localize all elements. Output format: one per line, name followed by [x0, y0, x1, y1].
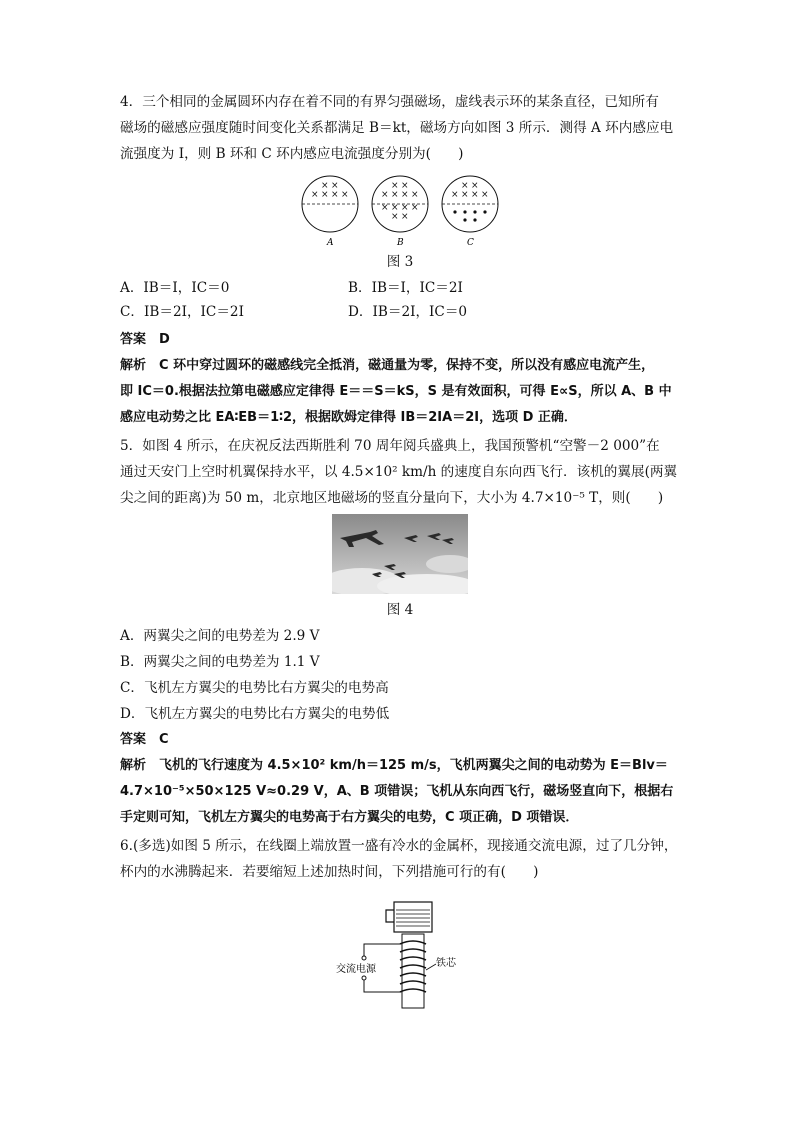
ring-c-label: C — [467, 238, 474, 248]
svg-text:×: × — [321, 181, 329, 191]
svg-text:×: × — [451, 190, 459, 200]
q5-option-b: B．两翼尖之间的电势差为 1.1 V — [120, 654, 320, 670]
q5-stem-line-3: 尖之间的距离)为 50 m，北京地区地磁场的竖直分量向下，大小为 4.7×10⁻⁵ T，则( ) — [120, 490, 664, 506]
figure-4-aircraft-photo — [332, 514, 468, 594]
q5-option-d: D．飞机左方翼尖的电势比右方翼尖的电势低 — [120, 706, 390, 722]
q4-stem-line-1: 4．三个相同的金属圆环内存在着不同的有界匀强磁场，虚线表示环的某条直径，已知所有 — [120, 94, 659, 110]
svg-text:×: × — [321, 190, 329, 200]
svg-text:×: × — [471, 190, 479, 200]
svg-text:×: × — [311, 190, 319, 200]
figure-5-induction-heater — [336, 896, 466, 1012]
q4-option-c: C．IB＝2I，IC＝2I — [120, 304, 244, 320]
figure-4-caption: 图 4 — [386, 602, 414, 618]
q4-analysis-line-1: 解析 C 环中穿过圆环的磁感线完全抵消，磁通量为零，保持不变，所以没有感应电流产生， — [120, 358, 655, 373]
iron-core-label: 铁芯 — [436, 958, 456, 969]
svg-text:×: × — [401, 181, 409, 191]
svg-text:×: × — [401, 190, 409, 200]
figure-3-caption: 图 3 — [386, 254, 414, 270]
svg-text:×: × — [391, 203, 399, 213]
q5-analysis-line-3: 手定则可知，飞机左方翼尖的电势高于右方翼尖的电势，C 项正确，D 项错误． — [120, 810, 579, 825]
q4-analysis-line-2: 即 IC＝0.根据法拉第电磁感应定律得 E＝＝S＝kS，S 是有效面积，可得 E∝S，所以 A、B 中 — [120, 384, 672, 399]
svg-text:×: × — [331, 181, 339, 191]
svg-text:×: × — [341, 190, 349, 200]
q5-answer: 答案 C — [120, 732, 169, 747]
svg-text:×: × — [401, 203, 409, 213]
svg-text:×: × — [391, 181, 399, 191]
svg-text:×: × — [461, 181, 469, 191]
q6-stem-line-2: 杯内的水沸腾起来．若要缩短上述加热时间，下列措施可行的有( ) — [120, 864, 539, 880]
q5-stem-line-2: 通过天安门上空时机翼保持水平，以 4.5×10² km/h 的速度自东向西飞行．该机的翼展(两翼 — [120, 464, 678, 480]
q5-option-a: A．两翼尖之间的电势差为 2.9 V — [120, 628, 320, 644]
ac-source-label: 交流电源 — [336, 964, 376, 975]
q4-option-a: A．IB＝I，IC＝0 — [120, 280, 230, 296]
svg-text:×: × — [471, 181, 479, 191]
q5-analysis-line-2: 4.7×10⁻⁵×50×125 V≈0.29 V，A、B 项错误；飞机从东向西飞行，磁场竖直向下，根据右 — [120, 784, 674, 799]
q4-answer: 答案 D — [120, 332, 170, 347]
ring-b-label: B — [397, 238, 404, 248]
q6-stem-line-1: 6.(多选)如图 5 所示，在线圈上端放置一盛有冷水的金属杯，现接通交流电源，过了几分钟， — [120, 838, 678, 854]
svg-text:×: × — [411, 190, 419, 200]
svg-text:×: × — [461, 190, 469, 200]
svg-text:×: × — [401, 212, 409, 222]
q5-stem-line-1: 5．如图 4 所示，在庆祝反法西斯胜利 70 周年阅兵盛典上，我国预警机“空警－2 000”在 — [120, 438, 660, 454]
svg-text:×: × — [391, 190, 399, 200]
ring-a-label: A — [327, 238, 334, 248]
q5-analysis-line-1: 解析 飞机的飞行速度为 4.5×10² km/h＝125 m/s，飞机两翼尖之间的电动势为 E＝Blv＝ — [120, 758, 668, 773]
q4-stem-line-3: 流强度为 I，则 B 环和 C 环内感应电流强度分别为( ) — [120, 146, 464, 162]
q4-option-b: B．IB＝I，IC＝2I — [348, 280, 463, 296]
svg-text:×: × — [411, 203, 419, 213]
q4-analysis-line-3: 感应电动势之比 EA∶EB＝1∶2，根据欧姆定律得 IB＝2IA＝2I，选项 D 正确． — [120, 410, 577, 425]
q4-stem-line-2: 磁场的磁感应强度随时间变化关系都满足 B＝kt，磁场方向如图 3 所示．测得 A 环内感应电 — [120, 120, 674, 136]
q5-option-c: C．飞机左方翼尖的电势比右方翼尖的电势高 — [120, 680, 389, 696]
q4-option-d: D．IB＝2I，IC＝0 — [348, 304, 468, 320]
svg-text:×: × — [381, 203, 389, 213]
svg-text:×: × — [381, 190, 389, 200]
figure-3-rings — [300, 174, 500, 250]
svg-text:×: × — [481, 190, 489, 200]
svg-text:×: × — [331, 190, 339, 200]
svg-text:×: × — [391, 212, 399, 222]
